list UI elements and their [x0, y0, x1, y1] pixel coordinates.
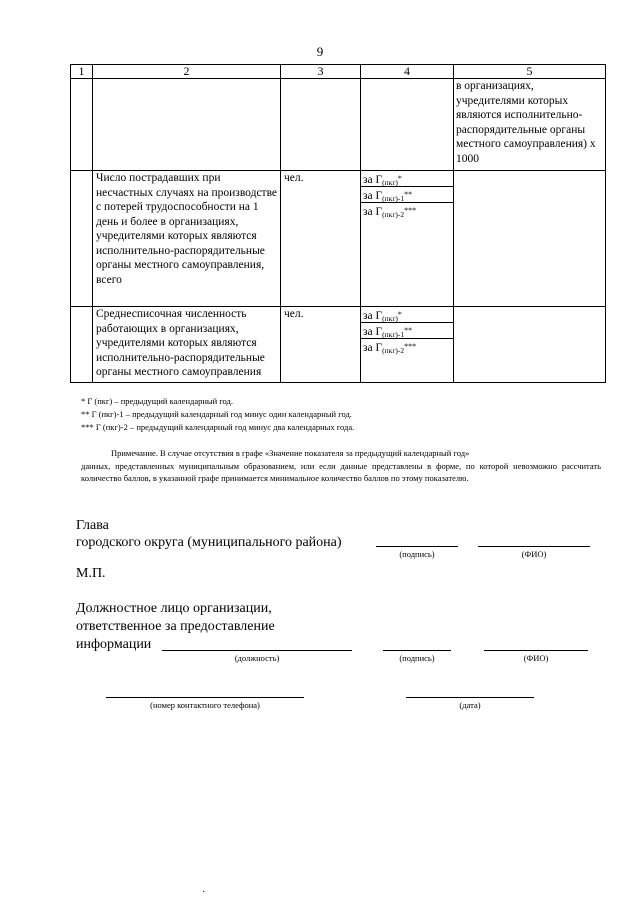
footnote-3: *** Г (пкг)-2 – предыдущий календарный год минус два календарных года. [81, 422, 355, 432]
signature-caption: (подпись) [399, 549, 435, 559]
date-line [406, 697, 534, 698]
period-item: за $Г_{(пкг)}^*$ [361, 171, 453, 187]
name-caption: (ФИО) [521, 549, 547, 559]
official-line-2: ответственное за предоставление [76, 619, 275, 634]
col-header-1: 1 [71, 65, 93, 79]
col-header-4: 4 [361, 65, 454, 79]
head-position: городского округа (муниципального района) [76, 535, 342, 550]
table-header-row [71, 65, 606, 79]
period-item: за $Г_{(пкг)}^*$ [361, 307, 453, 323]
periods-cell [361, 171, 454, 307]
periods-cell [361, 307, 454, 383]
phone-caption: (номер контактного телефона) [150, 700, 260, 710]
position-caption: (должность) [234, 653, 280, 663]
note-rest: данных, представленных муниципальным образованием, или если данные представлены в форме, по которой невозможно рассчитать количество баллов, в указанной графе принимается минимальное количество баллов по этому показателю. [81, 460, 601, 483]
period-item: за $Г_{(пкг)-1}^{**}$ [361, 323, 453, 339]
col-header-2: 2 [93, 65, 281, 79]
bottom-mark: · [202, 887, 206, 898]
period-item: за $Г_{(пкг)-2}^{***}$ [363, 206, 417, 219]
head-title: Глава [76, 518, 109, 533]
indicator-name: Среднесписочная численность работающих в организациях, учредителями которых являются исполнительно-распорядительные органы местного самоуправления [93, 307, 281, 383]
unit: чел. [281, 307, 361, 383]
col-header-5: 5 [454, 65, 606, 79]
indicator-table [70, 64, 606, 383]
table-row [71, 79, 606, 171]
table-row [71, 171, 606, 307]
indicator-name: Число пострадавших при несчастных случаях на производстве с потерей трудоспособности на 1 день и более в организациях, учредителями которых являются исполнительно-распорядительные органы местного самоуправления, всего [93, 171, 281, 307]
signature-caption: (подпись) [399, 653, 435, 663]
table-row [71, 307, 606, 383]
official-line-1: Должностное лицо организации, [76, 601, 272, 616]
signature-line [376, 546, 458, 547]
position-line [162, 650, 352, 651]
signature-line [383, 650, 451, 651]
unit: чел. [281, 171, 361, 307]
note-first-line: Примечание. В случае отсутствия в графе «Значение показателя за предыдущий календарный год» [111, 448, 470, 458]
period-item: за $Г_{(пкг)-1}^{**}$ [361, 187, 453, 203]
footnote-2: ** Г (пкг)-1 – предыдущий календарный год минус один календарный год. [81, 409, 352, 419]
official-line-3: информации [76, 637, 152, 652]
name-caption: (ФИО) [523, 653, 549, 663]
phone-line [106, 697, 304, 698]
continuation-text: в организациях, учредителями которых являются исполнительно-распорядительные органы местного самоуправления) х 1000 [454, 79, 606, 171]
col-header-3: 3 [281, 65, 361, 79]
period-item: за $Г_{(пкг)-2}^{***}$ [363, 342, 417, 355]
footnote-1: * Г (пкг) – предыдущий календарный год. [81, 396, 233, 406]
page-number: 9 [316, 44, 324, 59]
name-line [478, 546, 590, 547]
note-paragraph [81, 447, 601, 485]
date-caption: (дата) [459, 700, 481, 710]
name-line [484, 650, 588, 651]
seal-mark: М.П. [76, 566, 106, 581]
